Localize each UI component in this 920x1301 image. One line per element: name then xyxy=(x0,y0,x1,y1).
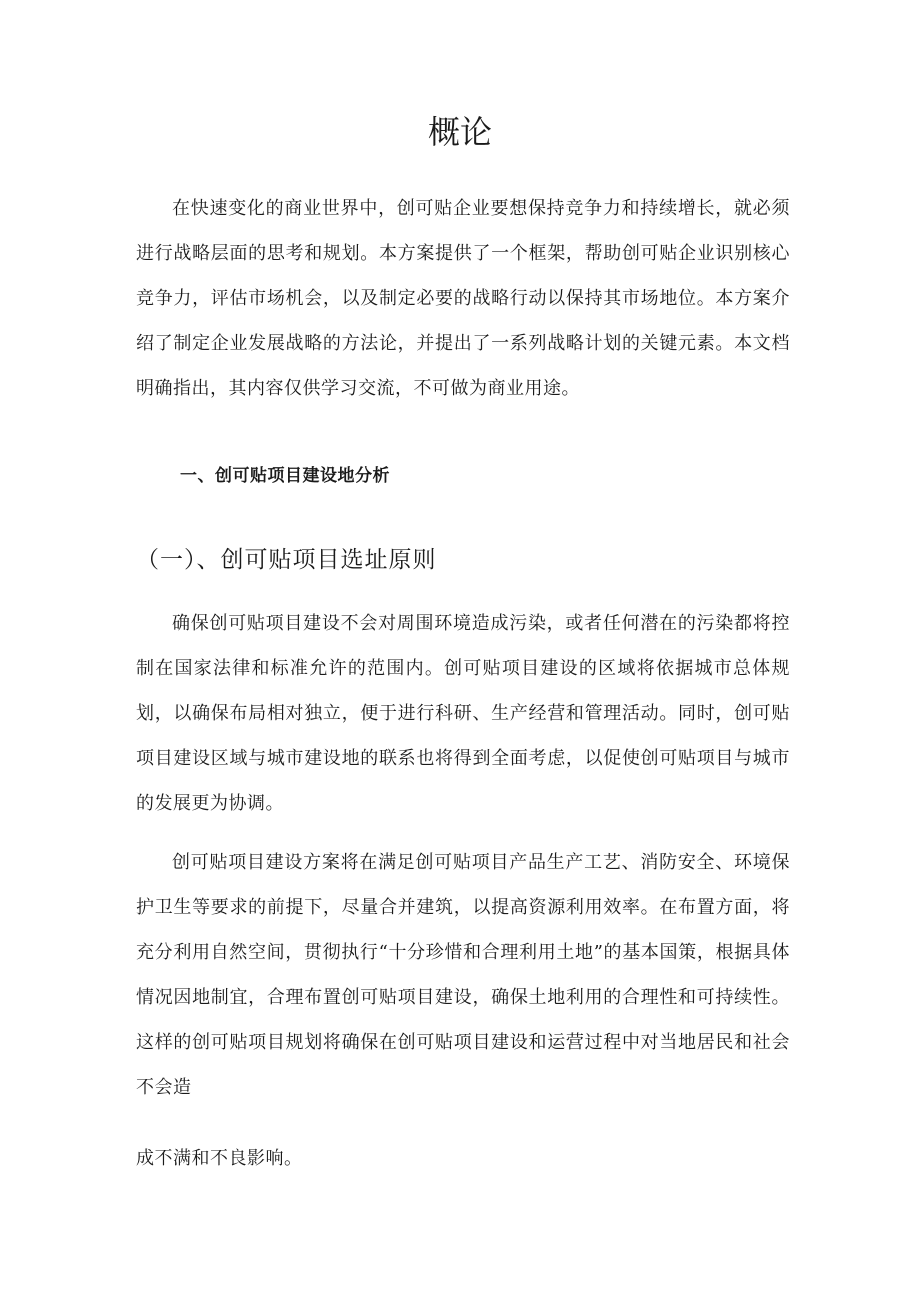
intro-paragraph: 在快速变化的商业世界中，创可贴企业要想保持竞争力和持续增长，就必须进行战略层面的思考和规划。本方案提供了一个框架，帮助创可贴企业识别核心竞争力，评估市场机会，以及制定必要的战略行动以保持其市场地位。本方案介绍了制定企业发展战略的方法论，并提出了一系列战略计划的关键元素。本文档明确指出，其内容仅供学习交流，不可做为商业用途。 xyxy=(136,198,790,399)
body-paragraph-2-tail: 成不满和不良影响。 xyxy=(136,1148,303,1169)
section-heading: 一、创可贴项目建设地分析 xyxy=(180,466,390,486)
body-paragraph-2: 创可贴项目建设方案将在满足创可贴项目产品生产工艺、消防安全、环境保护卫生等要求的前提下，尽量合并建筑，以提高资源利用效率。在布置方面，将充分利用自然空间，贯彻执行“十分珍惜和合理利用土地”的基本国策，根据具体情况因地制宜，合理布置创可贴项目建设，确保土地利用的合理性和可持续性。这样的创可贴项目规划将确保在创可贴项目建设和运营过程中对当地居民和社会不会造 xyxy=(136,852,790,1098)
document-title: 概论 xyxy=(427,113,492,151)
subsection-heading: （一）、创可贴项目选址原则 xyxy=(136,547,437,573)
body-paragraph-1: 确保创可贴项目建设不会对周围环境造成污染，或者任何潜在的污染都将控制在国家法律和标准允许的范围内。创可贴项目建设的区域将依据城市总体规划，以确保布局相对独立，便于进行科研、生产经营和管理活动。同时，创可贴项目建设区域与城市建设地的联系也将得到全面考虑，以促使创可贴项目与城市的发展更为协调。 xyxy=(136,613,790,814)
